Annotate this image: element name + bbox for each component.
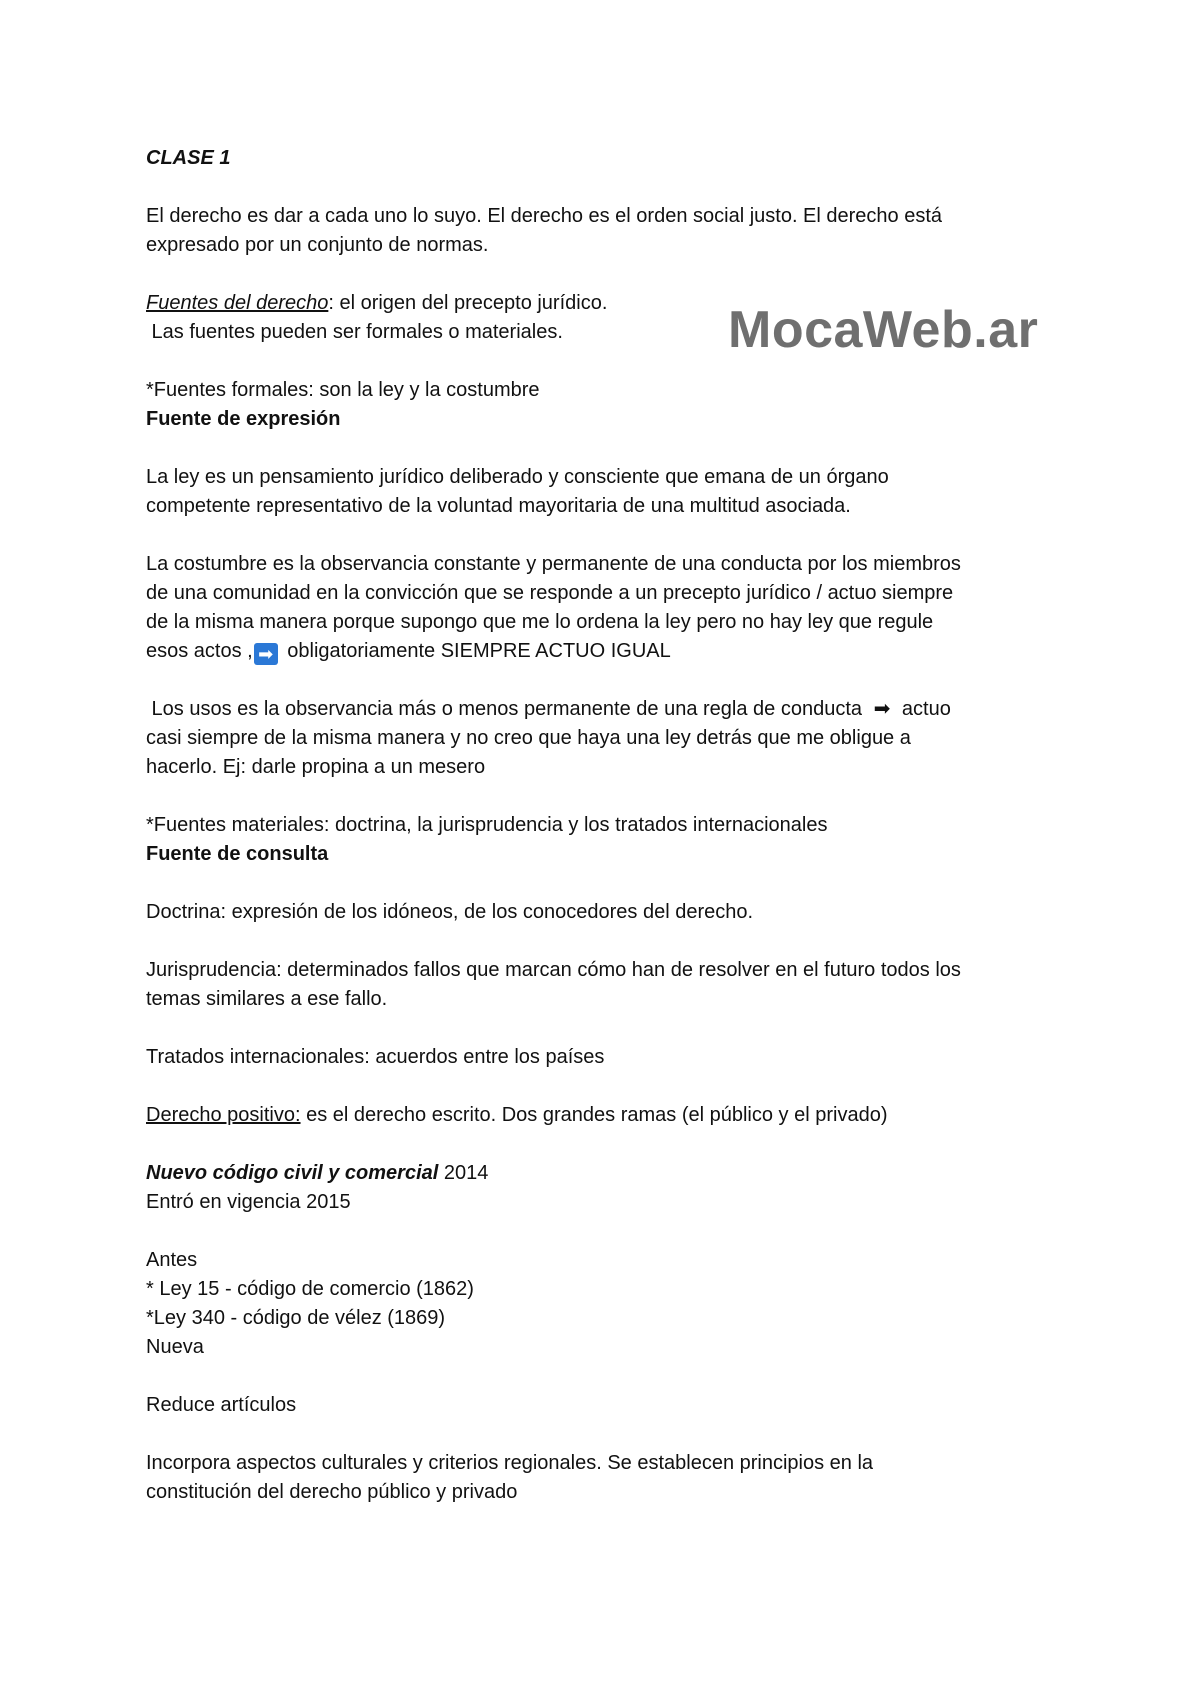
paragraph-incorpora: Incorpora aspectos culturales y criterios regionales. Se establecen principios en la constitución del derecho público y privado bbox=[146, 1452, 874, 1503]
list-item: *Ley 340 - código de vélez (1869) bbox=[146, 1307, 446, 1329]
paragraph-derecho-positivo: Derecho positivo: es el derecho escrito. Dos grandes ramas (el público y el privado) bbox=[146, 1104, 888, 1126]
list-item: * Ley 15 - código de comercio (1862) bbox=[146, 1278, 474, 1300]
term-fuentes-del-derecho: Fuentes del derecho bbox=[146, 292, 329, 314]
paragraph-usos: Los usos es la observancia más o menos permanente de una regla de conducta ➡ actuo casi siempre de la misma manera y no creo que haya una ley detrás que me obligue a hacerlo. Ej: darle propina a un mesero bbox=[146, 698, 951, 778]
paragraph-tratados: Tratados internacionales: acuerdos entre los países bbox=[146, 1046, 605, 1068]
text-nueva: Nueva bbox=[146, 1336, 204, 1358]
arrow-right-icon: ➡ bbox=[873, 698, 891, 720]
paragraph-fuentes: Fuentes del derecho: el origen del precepto jurídico. Las fuentes pueden ser formales o materiales. bbox=[146, 292, 608, 343]
paragraph-doctrina: Doctrina: expresión de los idóneos, de los conocedores del derecho. bbox=[146, 901, 754, 923]
fuentes-formales: *Fuentes formales: son la ley y la costumbre bbox=[146, 379, 540, 401]
text-antes: Antes bbox=[146, 1249, 198, 1271]
paragraph-definicion: El derecho es dar a cada uno lo suyo. El derecho es el orden social justo. El derecho está expresado por un conjunto de normas. bbox=[146, 205, 943, 256]
text-reduce: Reduce artículos bbox=[146, 1394, 297, 1416]
arrow-right-icon: ➡ bbox=[254, 643, 278, 665]
heading-fuente-expresion: Fuente de expresión bbox=[146, 408, 341, 430]
document-title: CLASE 1 bbox=[146, 147, 231, 169]
document-body bbox=[146, 144, 1076, 1507]
watermark-logo: MocaWeb.ar bbox=[728, 301, 1039, 359]
heading-fuente-consulta: Fuente de consulta bbox=[146, 843, 329, 865]
fuentes-materiales: *Fuentes materiales: doctrina, la jurisprudencia y los tratados internacionales bbox=[146, 814, 828, 836]
paragraph-costumbre: La costumbre es la observancia constante y permanente de una conducta por los miembros de una comunidad en la convicción que se responde a un precepto jurídico / actuo siempre de la misma manera porque supongo que me lo ordena la ley pero no hay ley que regule esos actos , ➡ obligatoriamente SIEMPRE ACTUO IGUAL bbox=[146, 553, 961, 664]
paragraph-ley: La ley es un pensamiento jurídico deliberado y consciente que emana de un órgano competente representativo de la voluntad mayoritaria de una multitud asociada. bbox=[146, 466, 889, 517]
paragraph-jurisprudencia: Jurisprudencia: determinados fallos que marcan cómo han de resolver en el futuro todos los temas similares a ese fallo. bbox=[146, 959, 961, 1010]
heading-nuevo-codigo: Nuevo código civil y comercial 2014 bbox=[146, 1162, 489, 1184]
text-vigencia: Entró en vigencia 2015 bbox=[146, 1191, 351, 1213]
term-derecho-positivo: Derecho positivo: bbox=[146, 1104, 301, 1126]
